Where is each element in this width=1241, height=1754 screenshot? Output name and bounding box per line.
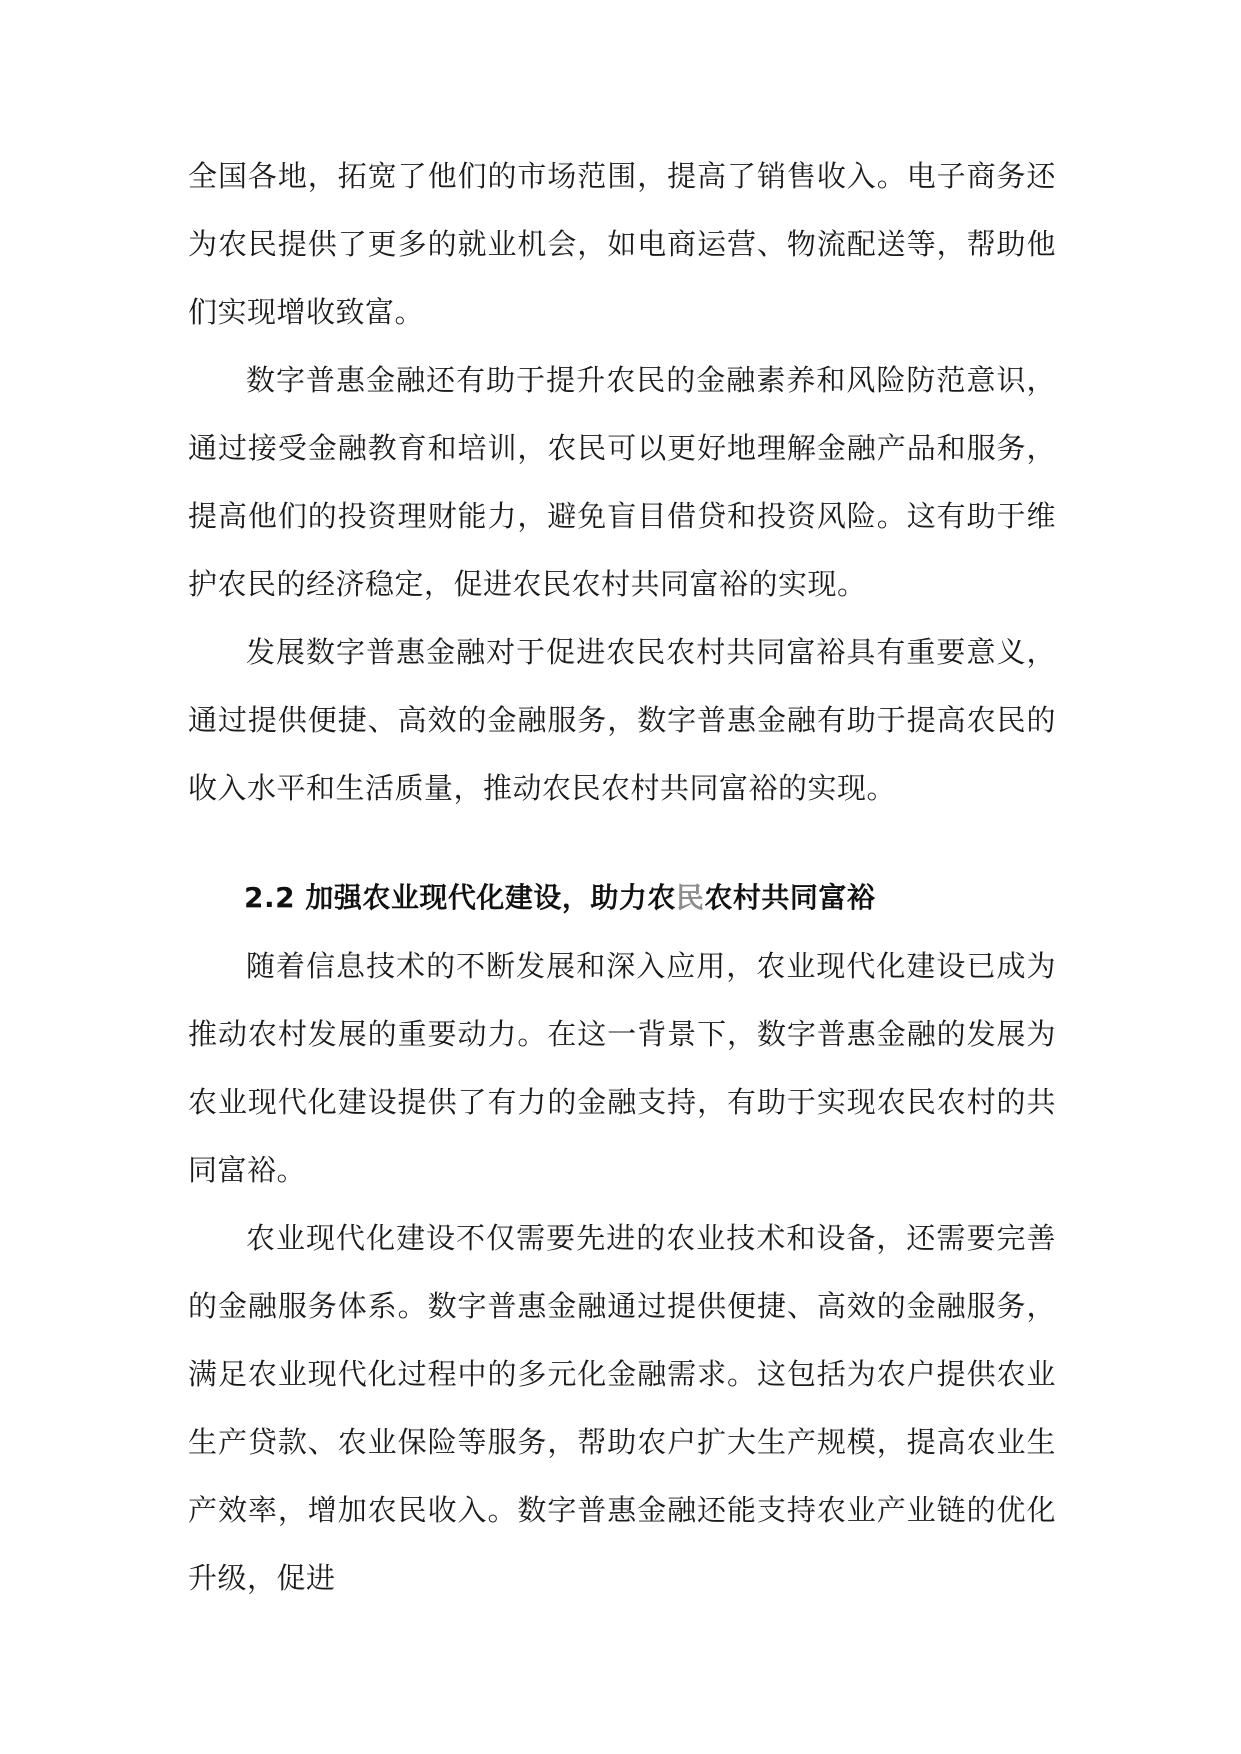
paragraph-modernization-finance: 农业现代化建设不仅需要先进的农业技术和设备，还需要完善的金融服务体系。数字普惠金融通过提供便捷、高效的金融服务，满足农业现代化过程中的多元化金融需求。这包括为农户提供农业生产贷款、农业保险等服务，帮助农户扩大生产规模，提高农业生产效率，增加农民收入。数字普惠金融还能支持农业产业链的优化升级，促进 — [188, 1221, 1056, 1595]
paragraph-significance: 发展数字普惠金融对于促进农民农村共同富裕具有重要意义，通过提供便捷、高效的金融服务，数字普惠金融有助于提高农民的收入水平和生活质量，推动农民农村共同富裕的实现。 — [188, 635, 1056, 805]
paragraph-continuation: 全国各地，拓宽了他们的市场范围，提高了销售收入。电子商务还为农民提供了更多的就业机会，如电商运营、物流配送等，帮助他们实现增收致富。 — [188, 159, 1056, 329]
heading-text-end: 农村共同富裕 — [704, 881, 876, 914]
heading-text-start: 2.2 加强农业现代化建设，助力农 — [244, 881, 676, 914]
heading-text-faint-char: 民 — [675, 881, 705, 914]
document-body — [188, 142, 1056, 1612]
paragraph-financial-literacy: 数字普惠金融还有助于提升农民的金融素养和风险防范意识，通过接受金融教育和培训，农民可以更好地理解金融产品和服务，提高他们的投资理财能力，避免盲目借贷和投资风险。这有助于维护农民的经济稳定，促进农民农村共同富裕的实现。 — [188, 363, 1056, 601]
section-heading-2-2 — [188, 864, 1056, 932]
paragraph-modernization-intro: 随着信息技术的不断发展和深入应用，农业现代化建设已成为推动农村发展的重要动力。在这一背景下，数字普惠金融的发展为农业现代化建设提供了有力的金融支持，有助于实现农民农村的共同富裕。 — [188, 949, 1056, 1187]
